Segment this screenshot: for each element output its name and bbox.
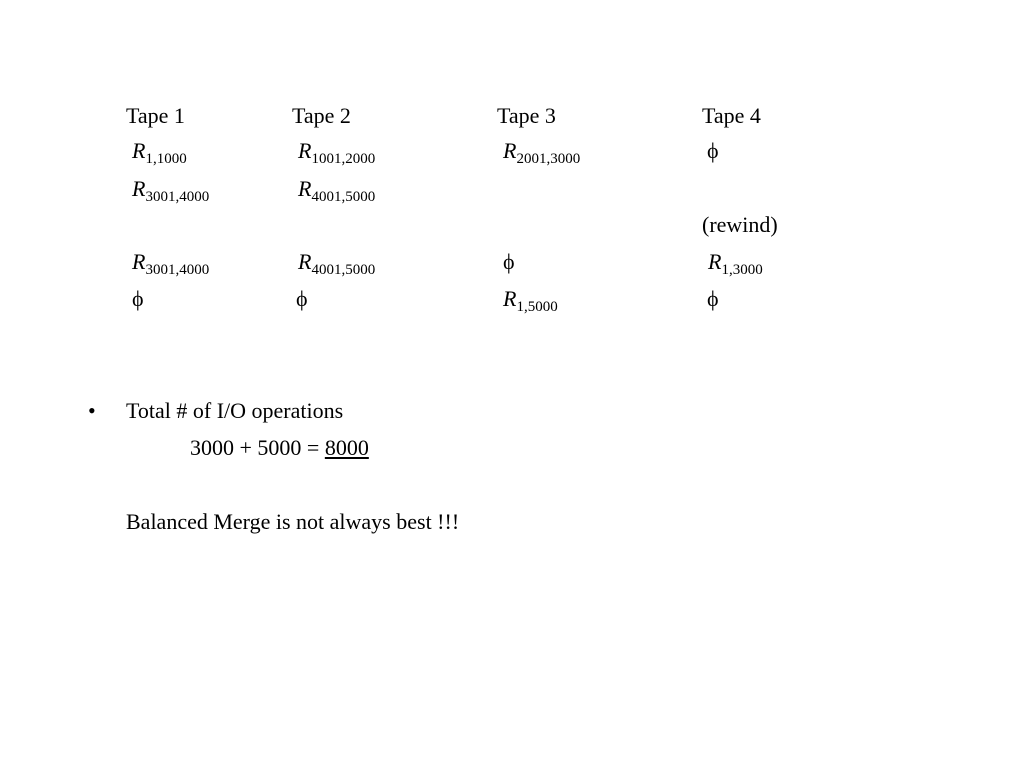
empty-tape-symbol: ϕ	[296, 286, 308, 311]
run-range: 1,3000	[721, 262, 763, 278]
run-range: 4001,5000	[311, 189, 376, 205]
calculation-expression: 3000 + 5000 =	[190, 435, 325, 460]
run-cell	[298, 249, 376, 278]
run-symbol: R	[132, 138, 146, 163]
run-symbol: R	[298, 249, 312, 274]
tape-1-header: Tape 1	[126, 103, 185, 128]
run-symbol: R	[708, 249, 722, 274]
empty-tape-symbol: ϕ	[132, 286, 144, 311]
run-cell	[298, 138, 376, 167]
empty-tape-symbol: ϕ	[707, 286, 719, 311]
tape-2-header: Tape 2	[292, 103, 351, 128]
run-range: 1,5000	[516, 299, 558, 315]
calculation-result: 8000	[324, 435, 369, 460]
run-symbol: R	[298, 138, 312, 163]
run-cell	[708, 249, 763, 278]
run-symbol: R	[132, 249, 146, 274]
run-range: 1001,2000	[311, 151, 376, 167]
run-cell	[503, 286, 558, 315]
run-symbol: R	[503, 286, 517, 311]
run-symbol: R	[132, 176, 146, 201]
run-cell	[503, 138, 581, 167]
empty-tape-symbol: ϕ	[707, 138, 719, 163]
run-symbol: R	[503, 138, 517, 163]
run-range: 3001,4000	[145, 262, 210, 278]
run-cell	[132, 176, 210, 205]
empty-tape-symbol: ϕ	[503, 249, 515, 274]
run-cell	[298, 176, 376, 205]
tape-3-header: Tape 3	[497, 103, 556, 128]
tape-4-header: Tape 4	[702, 103, 761, 128]
rewind-label: (rewind)	[702, 212, 778, 237]
conclusion-note: Balanced Merge is not always best !!!	[126, 509, 460, 534]
io-calculation	[190, 435, 369, 461]
bullet-text: Total # of I/O operations	[126, 398, 344, 423]
bullet-marker: •	[88, 398, 96, 423]
run-range: 4001,5000	[311, 262, 376, 278]
run-symbol: R	[298, 176, 312, 201]
run-range: 2001,3000	[516, 151, 581, 167]
run-range: 1,1000	[145, 151, 187, 167]
run-cell	[132, 138, 187, 167]
tape-merge-table	[0, 0, 1024, 330]
run-cell	[132, 249, 210, 278]
run-range: 3001,4000	[145, 189, 210, 205]
